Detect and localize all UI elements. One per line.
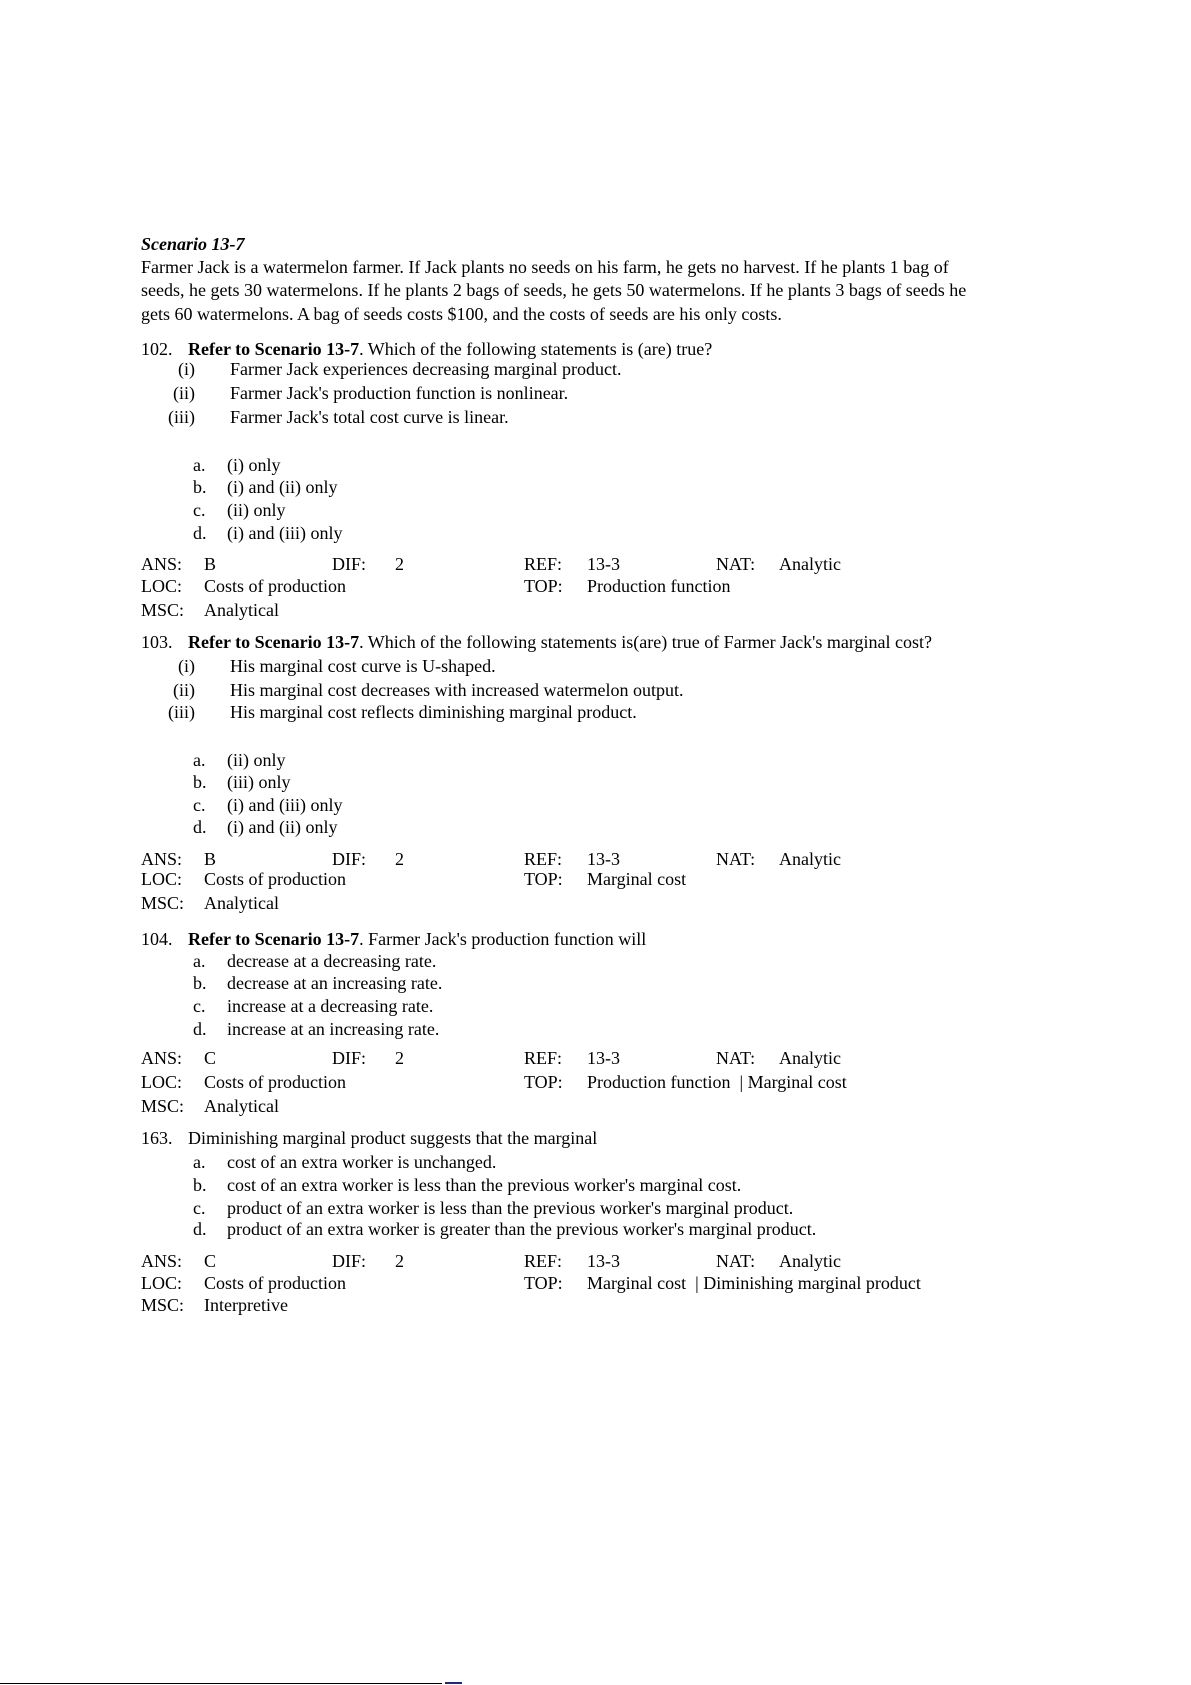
meta-value-nat: Analytic: [779, 849, 841, 869]
meta-label-nat: NAT:: [716, 849, 756, 869]
meta-value-msc: Analytical: [204, 893, 279, 913]
option-letter: d.: [193, 1019, 207, 1039]
meta-label-dif: DIF:: [332, 1048, 367, 1068]
meta-label-ref: REF:: [524, 554, 563, 574]
meta-label-ref: REF:: [524, 1048, 563, 1068]
option-text: (i) and (iii) only: [227, 523, 343, 543]
question-stem: [188, 631, 932, 653]
scenario-text-line: Farmer Jack is a watermelon farmer. If Jack plants no seeds on his farm, he gets no harvest. If he plants 1 bag of: [141, 257, 949, 277]
option-text: (i) only: [227, 455, 281, 475]
option-text: product of an extra worker is greater than the previous worker's marginal product.: [227, 1219, 817, 1239]
meta-label-loc: LOC:: [141, 1072, 183, 1092]
meta-label-nat: NAT:: [716, 1048, 756, 1068]
option-letter: c.: [193, 996, 206, 1016]
option-letter: c.: [193, 795, 206, 815]
option-letter: d.: [193, 1219, 207, 1239]
meta-label-msc: MSC:: [141, 1096, 185, 1116]
scenario-reference: Refer to Scenario 13-7: [188, 339, 360, 359]
option-text: (iii) only: [227, 772, 291, 792]
statement-text: Farmer Jack's total cost curve is linear.: [230, 407, 509, 427]
meta-value-loc: Costs of production: [204, 869, 346, 889]
question-number: 102.: [141, 339, 173, 359]
meta-label-dif: DIF:: [332, 554, 367, 574]
option-letter: b.: [193, 1175, 207, 1195]
meta-label-top: TOP:: [524, 1273, 563, 1293]
option-text: cost of an extra worker is less than the previous worker's marginal cost.: [227, 1175, 742, 1195]
option-letter: d.: [193, 817, 207, 837]
meta-value-msc: Analytical: [204, 1096, 279, 1116]
question-number: 104.: [141, 929, 173, 949]
meta-value-dif: 2: [395, 849, 404, 869]
statement-number: (ii): [173, 680, 195, 700]
meta-value-ans: B: [204, 554, 217, 574]
statement-number: (i): [178, 359, 195, 379]
meta-value-ref: 13-3: [587, 1251, 620, 1271]
meta-label-nat: NAT:: [716, 554, 756, 574]
meta-value-loc: Costs of production: [204, 576, 346, 596]
option-letter: a.: [193, 750, 206, 770]
meta-label-loc: LOC:: [141, 869, 183, 889]
meta-value-top: Marginal cost | Diminishing marginal product: [587, 1273, 921, 1293]
meta-label-ans: ANS:: [141, 1048, 183, 1068]
option-text: increase at a decreasing rate.: [227, 996, 434, 1016]
statement-text: Farmer Jack experiences decreasing marginal product.: [230, 359, 622, 379]
option-text: decrease at an increasing rate.: [227, 973, 443, 993]
question-stem: [188, 338, 712, 360]
option-letter: b.: [193, 772, 207, 792]
statement-text: His marginal cost reflects diminishing marginal product.: [230, 702, 637, 722]
meta-label-ref: REF:: [524, 1251, 563, 1271]
question-text: . Which of the following statements is (are) true?: [359, 339, 713, 359]
meta-value-ref: 13-3: [587, 849, 620, 869]
meta-label-top: TOP:: [524, 1072, 563, 1092]
meta-label-loc: LOC:: [141, 576, 183, 596]
meta-value-nat: Analytic: [779, 554, 841, 574]
meta-label-ref: REF:: [524, 849, 563, 869]
meta-label-msc: MSC:: [141, 893, 185, 913]
meta-label-ans: ANS:: [141, 1251, 183, 1271]
footer-rule: [0, 1683, 442, 1684]
meta-value-nat: Analytic: [779, 1048, 841, 1068]
question-number: 163.: [141, 1128, 173, 1148]
statement-number: (i): [178, 656, 195, 676]
meta-value-top: Production function: [587, 576, 731, 596]
question-text: . Which of the following statements is(are) true of Farmer Jack's marginal cost?: [359, 632, 933, 652]
meta-label-msc: MSC:: [141, 600, 185, 620]
meta-value-ans: C: [204, 1251, 217, 1271]
statement-text: His marginal cost decreases with increased watermelon output.: [230, 680, 684, 700]
scenario-title: Scenario 13-7: [141, 234, 245, 254]
question-number: 103.: [141, 632, 173, 652]
option-letter: b.: [193, 973, 207, 993]
meta-label-loc: LOC:: [141, 1273, 183, 1293]
meta-value-msc: Analytical: [204, 600, 279, 620]
option-letter: c.: [193, 500, 206, 520]
scenario-text-line: seeds, he gets 30 watermelons. If he plants 2 bags of seeds, he gets 50 watermelons. If he plants 3 bags of seeds he: [141, 280, 967, 300]
option-letter: a.: [193, 1152, 206, 1172]
meta-label-dif: DIF:: [332, 1251, 367, 1271]
meta-label-nat: NAT:: [716, 1251, 756, 1271]
option-text: (i) and (ii) only: [227, 817, 338, 837]
option-text: product of an extra worker is less than the previous worker's marginal product.: [227, 1198, 794, 1218]
meta-label-dif: DIF:: [332, 849, 367, 869]
question-stem: [188, 928, 646, 950]
meta-value-dif: 2: [395, 1251, 404, 1271]
statement-text: His marginal cost curve is U-shaped.: [230, 656, 496, 676]
footer-mark: [445, 1682, 462, 1684]
question-text: . Farmer Jack's production function will: [359, 929, 647, 949]
meta-label-msc: MSC:: [141, 1295, 185, 1315]
meta-value-top: Marginal cost: [587, 869, 687, 889]
scenario-reference: Refer to Scenario 13-7: [188, 929, 360, 949]
meta-value-top: Production function | Marginal cost: [587, 1072, 847, 1092]
option-text: increase at an increasing rate.: [227, 1019, 440, 1039]
option-text: cost of an extra worker is unchanged.: [227, 1152, 497, 1172]
meta-value-dif: 2: [395, 554, 404, 574]
meta-label-ans: ANS:: [141, 849, 183, 869]
meta-value-msc: Interpretive: [204, 1295, 288, 1315]
meta-value-ref: 13-3: [587, 1048, 620, 1068]
option-letter: a.: [193, 951, 206, 971]
question-stem: [188, 1127, 597, 1149]
statement-number: (ii): [173, 383, 195, 403]
option-text: (i) and (ii) only: [227, 477, 338, 497]
scenario-text-line: gets 60 watermelons. A bag of seeds costs $100, and the costs of seeds are his only costs.: [141, 304, 782, 324]
meta-label-ans: ANS:: [141, 554, 183, 574]
meta-value-loc: Costs of production: [204, 1273, 346, 1293]
statement-text: Farmer Jack's production function is nonlinear.: [230, 383, 569, 403]
option-text: (i) and (iii) only: [227, 795, 343, 815]
option-text: (ii) only: [227, 500, 286, 520]
meta-value-ref: 13-3: [587, 554, 620, 574]
question-text: Diminishing marginal product suggests that the marginal: [188, 1128, 598, 1148]
meta-value-loc: Costs of production: [204, 1072, 346, 1092]
scenario-reference: Refer to Scenario 13-7: [188, 632, 360, 652]
option-letter: c.: [193, 1198, 206, 1218]
statement-number: (iii): [168, 407, 195, 427]
option-letter: b.: [193, 477, 207, 497]
option-text: (ii) only: [227, 750, 286, 770]
option-text: decrease at a decreasing rate.: [227, 951, 437, 971]
statement-number: (iii): [168, 702, 195, 722]
option-letter: a.: [193, 455, 206, 475]
meta-value-ans: C: [204, 1048, 217, 1068]
meta-value-ans: B: [204, 849, 217, 869]
meta-label-top: TOP:: [524, 576, 563, 596]
meta-value-dif: 2: [395, 1048, 404, 1068]
meta-label-top: TOP:: [524, 869, 563, 889]
meta-value-nat: Analytic: [779, 1251, 841, 1271]
option-letter: d.: [193, 523, 207, 543]
